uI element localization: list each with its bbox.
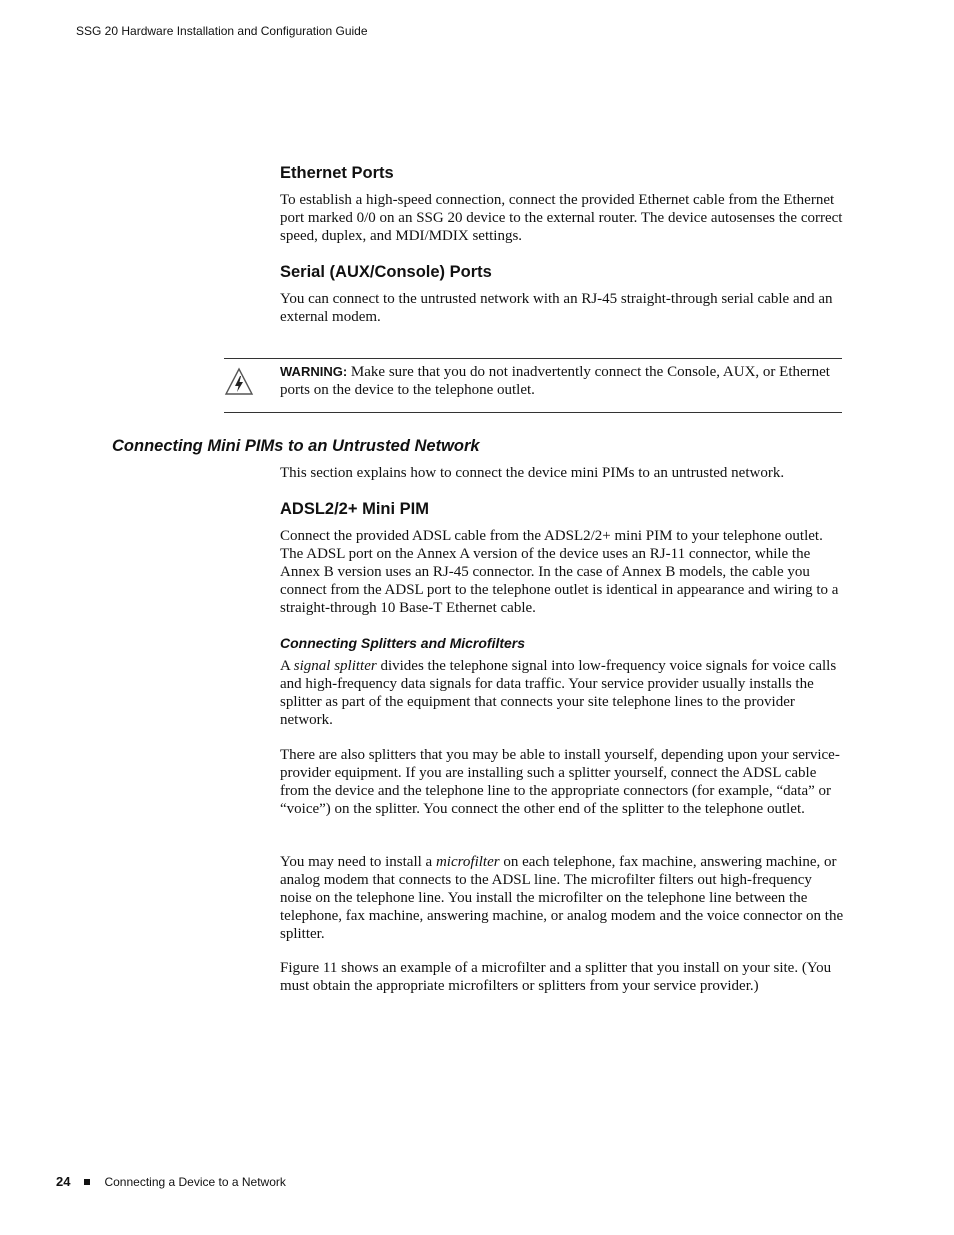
signal-splitter-paragraph bbox=[280, 657, 846, 729]
page-number: 24 bbox=[56, 1174, 71, 1189]
emphasis-term: signal splitter bbox=[293, 658, 377, 674]
ethernet-ports-heading: Ethernet Ports bbox=[280, 164, 394, 182]
mini-pims-heading: Connecting Mini PIMs to an Untrusted Network bbox=[112, 437, 480, 455]
text-run: You may need to install a bbox=[280, 854, 436, 870]
figure-reference-paragraph: Figure 11 shows an example of a microfilter and a splitter that you install on your site. (You must obtain the appropriate microfilters or splitters from your service provider.) bbox=[280, 960, 832, 994]
text-run: A bbox=[280, 658, 294, 674]
text-run: divides the telephone signal into low-frequency voice signals for voice calls and high-frequency data signals for data traffic. Your service provider usually installs the splitter as part of the equipment that connects your site telephone lines to the provider network. bbox=[280, 658, 837, 728]
lightning-warning-icon bbox=[224, 367, 254, 397]
ethernet-ports-paragraph: To establish a high-speed connection, connect the provided Ethernet cable from the Ethernet port marked 0/0 on an SSG 20 device to the external router. The device autosenses the correct speed, duplex, and MDI/MDIX settings. bbox=[280, 192, 843, 244]
warning-label: WARNING: bbox=[280, 364, 348, 379]
warning-text: Make sure that you do not inadvertently connect the Console, AUX, or Ethernet ports on the device to the telephone outlet. bbox=[280, 364, 830, 398]
mini-pims-paragraph: This section explains how to connect the device mini PIMs to an untrusted network. bbox=[280, 465, 785, 481]
serial-ports-heading: Serial (AUX/Console) Ports bbox=[280, 263, 492, 281]
warning-top-rule bbox=[224, 358, 842, 359]
warning-bottom-rule bbox=[224, 412, 842, 413]
text-run: on each telephone, fax machine, answering machine, or analog modem that connects to the ADSL line. The microfilter filters out high-frequency noise on the telephone line. You install the microfilter on the telephone line between the telephone, fax machine, answering machine, or analog modem and the voice connector on the splitter. bbox=[280, 854, 844, 942]
self-install-splitter-paragraph: There are also splitters that you may be able to install yourself, depending upon your service-provider equipment. If you are installing such a splitter yourself, connect the ADSL cable from the device and the telephone line to the appropriate connectors (for example, “data” or “voice”) on the splitter. You connect the other end of the splitter to the telephone outlet. bbox=[280, 747, 840, 817]
adsl-paragraph: Connect the provided ADSL cable from the ADSL2/2+ mini PIM to your telephone outlet. The ADSL port on the Annex A version of the device uses an RJ-11 connector, while the Annex B version uses an RJ-45 connector. In the case of Annex B models, the cable you connect from the ADSL port to the telephone outlet is identical in appearance and wiring to a straight-through 10 Base-T Ethernet cable. bbox=[280, 528, 839, 616]
running-header: SSG 20 Hardware Installation and Configuration Guide bbox=[76, 24, 368, 38]
splitters-heading: Connecting Splitters and Microfilters bbox=[280, 635, 526, 651]
footer-section-title: Connecting a Device to a Network bbox=[104, 1174, 286, 1189]
emphasis-term: microfilter bbox=[435, 854, 500, 870]
warning-note bbox=[280, 363, 840, 399]
microfilter-paragraph bbox=[280, 853, 846, 943]
page-footer bbox=[56, 1174, 286, 1189]
square-bullet-icon bbox=[84, 1179, 90, 1185]
serial-ports-paragraph: You can connect to the untrusted network with an RJ-45 straight-through serial cable and an external modem. bbox=[280, 291, 833, 325]
adsl-heading: ADSL2/2+ Mini PIM bbox=[280, 500, 429, 518]
